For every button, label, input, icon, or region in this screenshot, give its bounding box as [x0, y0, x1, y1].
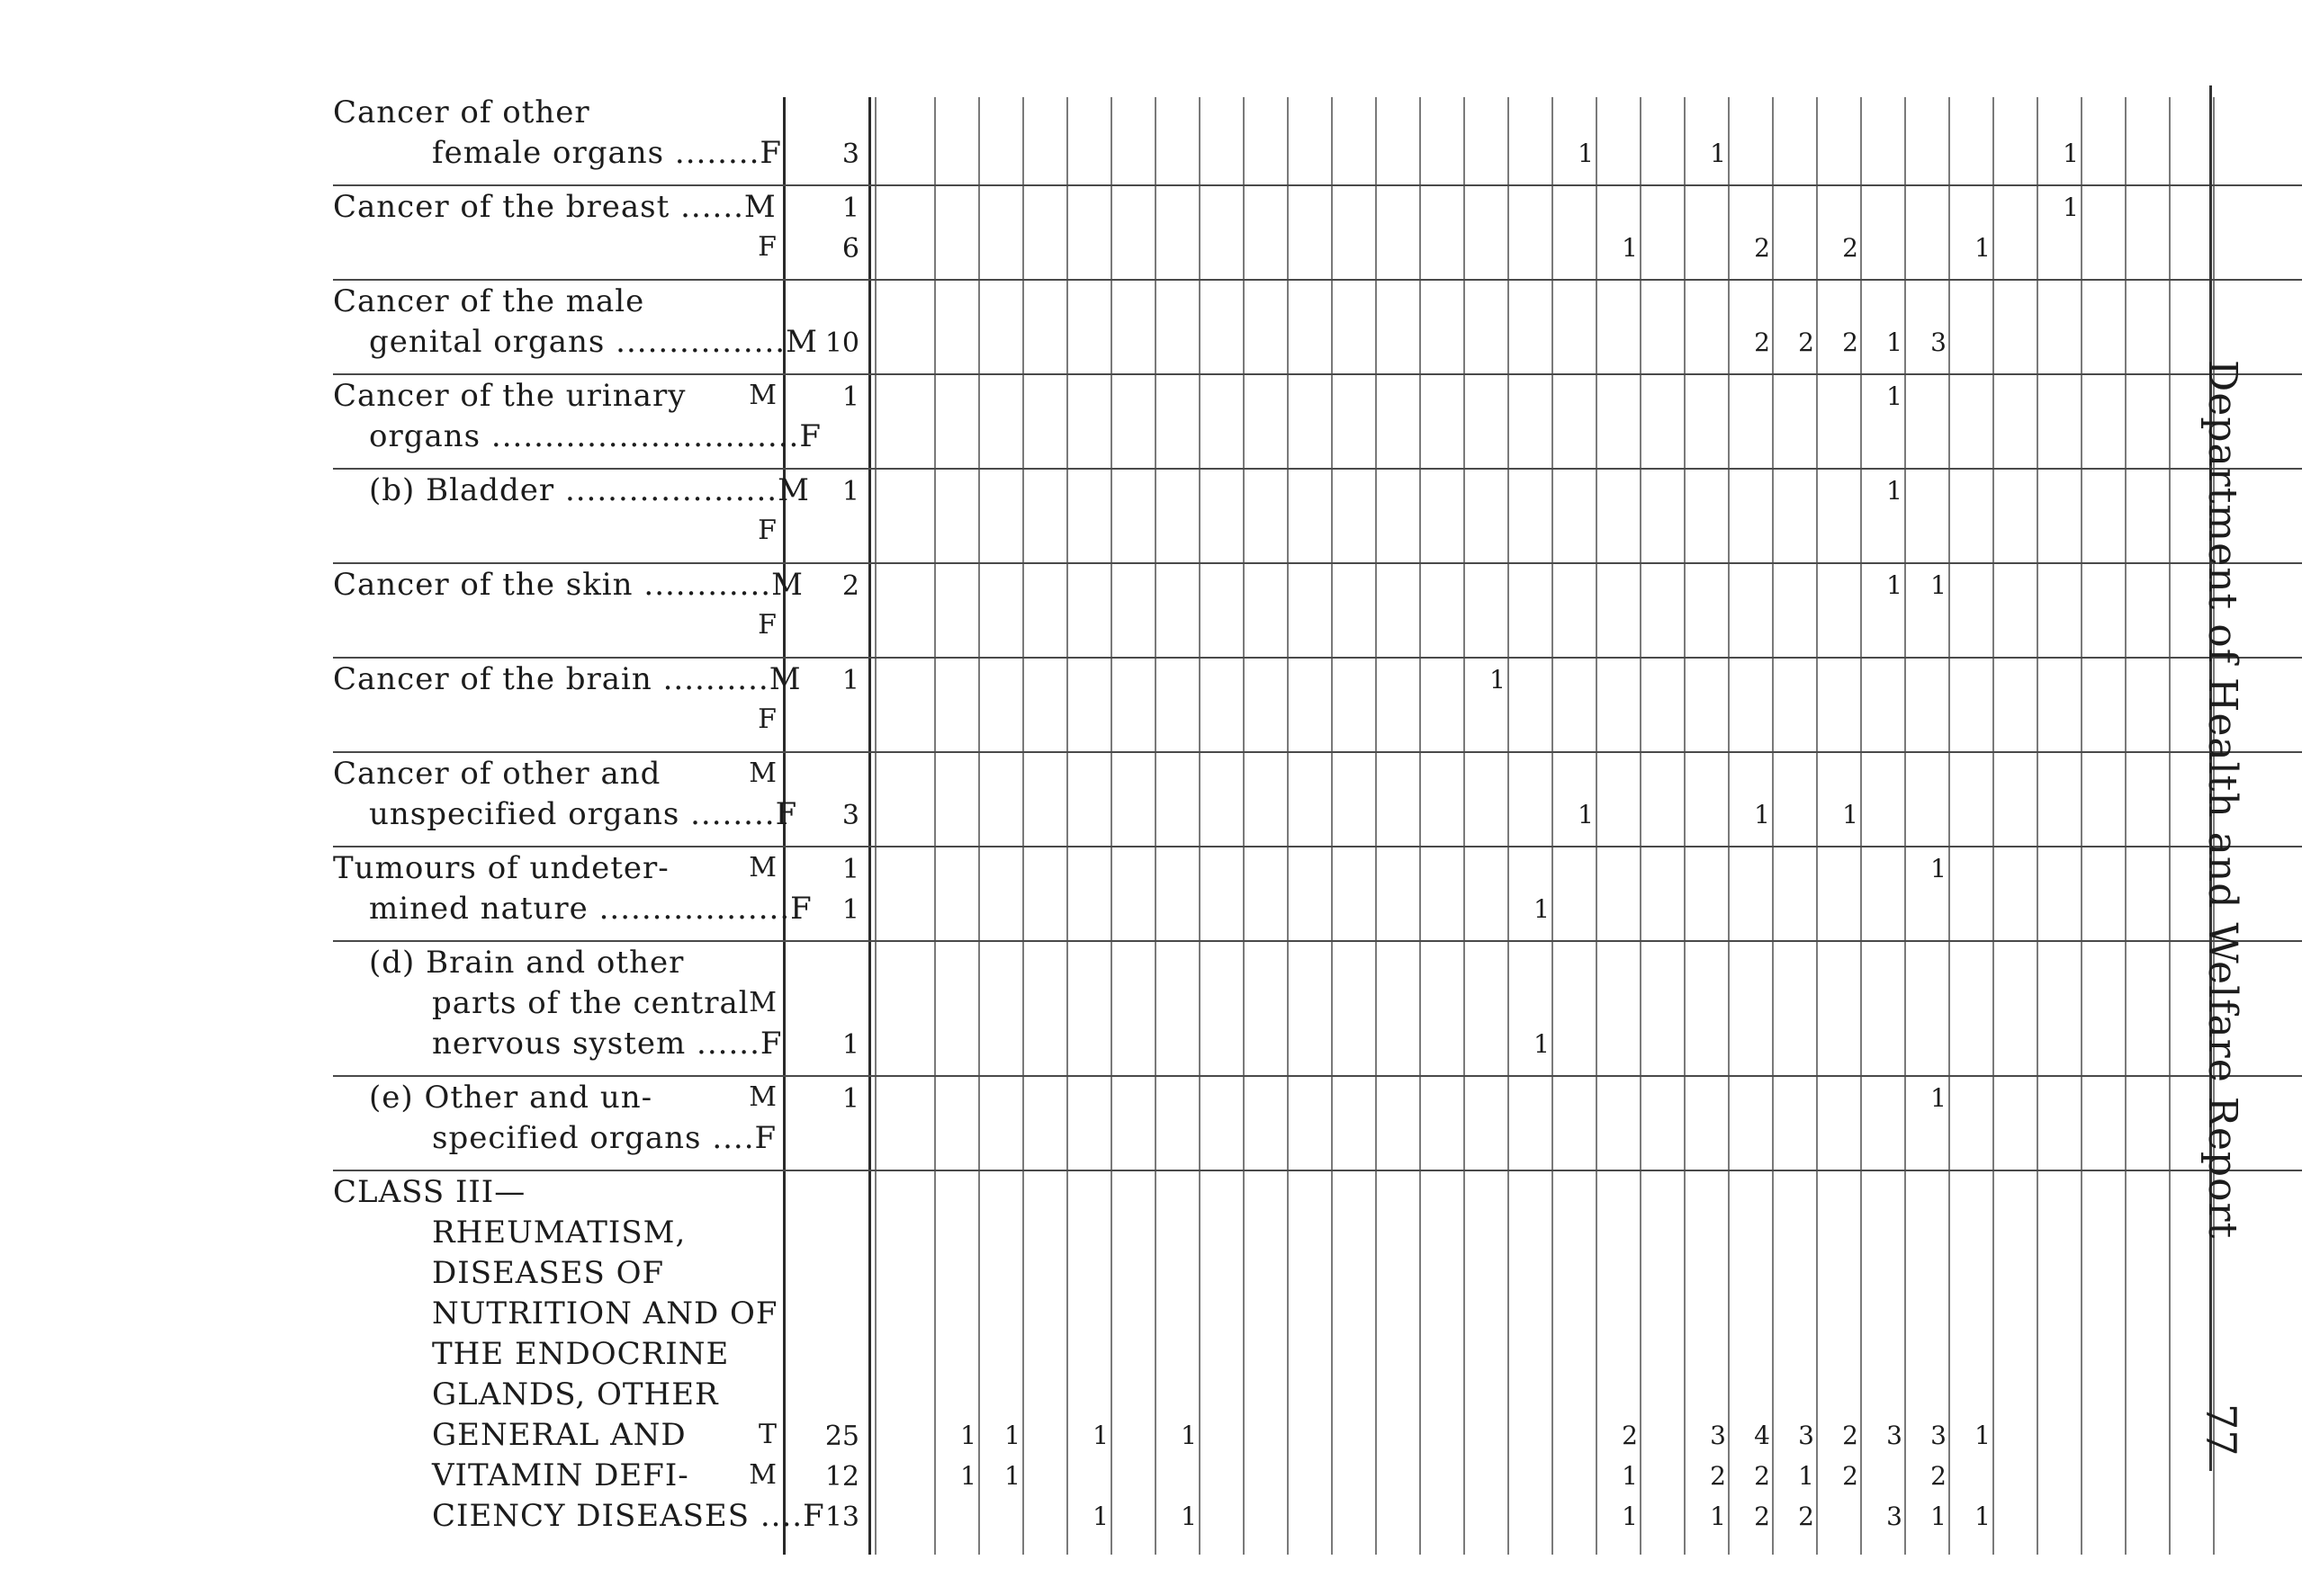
row-divider [333, 1170, 2302, 1171]
column-rule [1772, 97, 1774, 1555]
total-count: 13 [824, 1502, 859, 1533]
sex-code: F [758, 704, 777, 735]
table-cell: 1 [1754, 800, 1770, 829]
sex-code: F [758, 609, 777, 641]
row-label: Cancer of the urinary [333, 378, 687, 414]
table-cell: 2 [1798, 1502, 1814, 1531]
column-rule [1243, 97, 1245, 1555]
table-cell: 3 [1886, 1421, 1902, 1450]
table-cell: 1 [2063, 139, 2079, 168]
total-count: 25 [824, 1421, 859, 1452]
total-count: 1 [841, 193, 859, 224]
table-cell: 1 [1710, 139, 1726, 168]
table-cell: 1 [960, 1421, 976, 1450]
table-cell: 3 [1930, 1421, 1947, 1450]
table-cell: 1 [1093, 1421, 1109, 1450]
table-cell: 1 [1093, 1502, 1109, 1531]
table-cell: 1 [1489, 665, 1506, 695]
table-cell: 2 [1798, 327, 1814, 357]
table-cell: 2 [1842, 233, 1858, 263]
column-rule [978, 97, 980, 1555]
row-label: (e) Other and un- [369, 1080, 653, 1116]
table-cell: 3 [1798, 1421, 1814, 1450]
row-label: Tumours of undeter- [333, 850, 670, 886]
row-divider [333, 279, 2302, 281]
row-label: Cancer of other and [333, 756, 661, 792]
sex-code: F [758, 515, 777, 546]
table-cell: 1 [1974, 1502, 1991, 1531]
row-label: parts of the central [432, 985, 750, 1021]
row-label: unspecified organs ........F [369, 796, 798, 832]
total-count: 1 [841, 854, 859, 885]
total-count: 1 [841, 476, 859, 507]
table-cell: 1 [1533, 894, 1550, 924]
table-cell: 2 [1754, 233, 1770, 263]
table-cell: 1 [1842, 800, 1858, 829]
row-divider [333, 657, 2302, 659]
row-divider [333, 562, 2302, 564]
column-rule [1155, 97, 1156, 1555]
row-label: DISEASES OF [432, 1255, 665, 1291]
table-cell: 1 [1533, 1029, 1550, 1059]
column-rule [2037, 97, 2038, 1555]
column-rule [1066, 97, 1068, 1555]
row-label: nervous system ......F [432, 1026, 783, 1062]
column-rule [1375, 97, 1377, 1555]
column-rule [1904, 97, 1906, 1555]
total-count: 3 [841, 139, 859, 170]
table-cell: 1 [1578, 800, 1594, 829]
table-cell: 2 [1754, 1461, 1770, 1491]
column-rule [1596, 97, 1597, 1555]
column-rule [934, 97, 936, 1555]
column-rule [1463, 97, 1465, 1555]
sex-code: M [749, 987, 777, 1018]
column-rule [1728, 97, 1730, 1555]
sex-code: M [749, 852, 777, 883]
table-cell: 1 [1930, 854, 1947, 883]
row-divider [333, 468, 2302, 470]
table-cell: 1 [1798, 1461, 1814, 1491]
row-label: (d) Brain and other [369, 945, 685, 981]
column-rule [1684, 97, 1686, 1555]
column-rule [1860, 97, 1862, 1555]
sex-code: M [749, 380, 777, 411]
total-count: 2 [841, 570, 859, 602]
sex-code: T [758, 1419, 777, 1450]
table-cell: 3 [1930, 327, 1947, 357]
table-cell: 1 [1004, 1421, 1021, 1450]
table-cell: 2 [1754, 1502, 1770, 1531]
total-count: 1 [841, 1083, 859, 1115]
table-cell: 2 [1930, 1461, 1947, 1491]
table-cell: 1 [1181, 1502, 1197, 1531]
row-label: Cancer of the breast ......M [333, 189, 777, 225]
column-rule [2169, 97, 2171, 1555]
row-label: (b) Bladder ....................M [369, 472, 810, 508]
table-cell: 1 [1886, 327, 1902, 357]
row-label: GLANDS, OTHER [432, 1376, 719, 1412]
column-rule [2125, 97, 2127, 1555]
column-rule [1199, 97, 1200, 1555]
row-label: THE ENDOCRINE [432, 1336, 730, 1372]
sex-code: M [749, 758, 777, 789]
column-rule [1948, 97, 1950, 1555]
table-cell: 1 [2063, 193, 2079, 222]
row-label: Cancer of the brain ..........M [333, 661, 802, 697]
column-rule [1507, 97, 1509, 1555]
table-cell: 3 [1710, 1421, 1726, 1450]
row-label: mined nature ..................F [369, 891, 813, 927]
row-label: specified organs ....F [432, 1120, 778, 1156]
table-cell: 2 [1842, 327, 1858, 357]
column-rule [1640, 97, 1641, 1555]
column-rule [2081, 97, 2082, 1555]
table-cell: 2 [1622, 1421, 1638, 1450]
table-cell: 1 [1974, 233, 1991, 263]
row-label: genital organs ................M [369, 324, 818, 360]
row-label: Cancer of the skin ............M [333, 567, 804, 603]
column-rule [1331, 97, 1333, 1555]
table-cell: 1 [1930, 1502, 1947, 1531]
row-label: Cancer of the male [333, 283, 645, 319]
table-cell: 1 [1930, 570, 1947, 600]
total-count: 1 [841, 665, 859, 696]
total-count: 6 [841, 233, 859, 265]
total-count: 1 [841, 1029, 859, 1061]
row-label: VITAMIN DEFI- [432, 1457, 689, 1493]
row-divider [333, 940, 2302, 942]
column-rule [1992, 97, 1994, 1555]
total-count: 10 [824, 327, 859, 359]
table-cell: 1 [1710, 1502, 1726, 1531]
table-cell: 1 [1930, 1083, 1947, 1113]
row-label: female organs ........F [432, 135, 782, 171]
table-cell: 1 [1004, 1461, 1021, 1491]
column-rule [1111, 97, 1112, 1555]
running-header: Department of Health and Welfare Report [2199, 360, 2245, 1240]
total-count: 1 [841, 381, 859, 413]
row-label: organs .............................F [369, 418, 822, 454]
row-divider [333, 751, 2302, 753]
column-rule [1419, 97, 1421, 1555]
table-cell: 2 [1754, 327, 1770, 357]
table-cell: 1 [1622, 1502, 1638, 1531]
row-label: CLASS III— [333, 1174, 526, 1210]
sex-code: F [758, 231, 777, 263]
table-cell: 1 [1886, 476, 1902, 506]
row-label: GENERAL AND [432, 1417, 687, 1453]
table-cell: 2 [1842, 1461, 1858, 1491]
row-label: NUTRITION AND OF [432, 1296, 778, 1331]
table-cell: 1 [1974, 1421, 1991, 1450]
table-cell: 1 [960, 1461, 976, 1491]
table-cell: 4 [1754, 1421, 1770, 1450]
total-count: 1 [841, 894, 859, 926]
row-divider [333, 1075, 2302, 1077]
page-number: 77 [2197, 1403, 2245, 1457]
table-cell: 1 [1181, 1421, 1197, 1450]
table-cell: 1 [1622, 233, 1638, 263]
column-rule [1287, 97, 1289, 1555]
table-cell: 1 [1622, 1461, 1638, 1491]
table-cell: 1 [1886, 381, 1902, 411]
column-rule [1816, 97, 1818, 1555]
column-rule-total [868, 97, 871, 1555]
total-count: 3 [841, 800, 859, 831]
row-label: CIENCY DISEASES ....F [432, 1498, 825, 1534]
row-label: RHEUMATISM, [432, 1215, 687, 1251]
column-rule-total-2 [875, 97, 877, 1555]
sex-code: M [749, 1459, 777, 1491]
table-cell: 1 [1578, 139, 1594, 168]
row-divider [333, 373, 2302, 375]
row-divider [333, 184, 2302, 186]
row-divider [333, 846, 2302, 847]
sex-code: M [749, 1081, 777, 1113]
column-rule [1551, 97, 1553, 1555]
table-cell: 3 [1886, 1502, 1902, 1531]
table-cell: 2 [1842, 1421, 1858, 1450]
table-cell: 2 [1710, 1461, 1726, 1491]
table-cell: 1 [1886, 570, 1902, 600]
column-rule [1022, 97, 1024, 1555]
row-label: Cancer of other [333, 94, 590, 130]
total-count: 12 [824, 1461, 859, 1493]
